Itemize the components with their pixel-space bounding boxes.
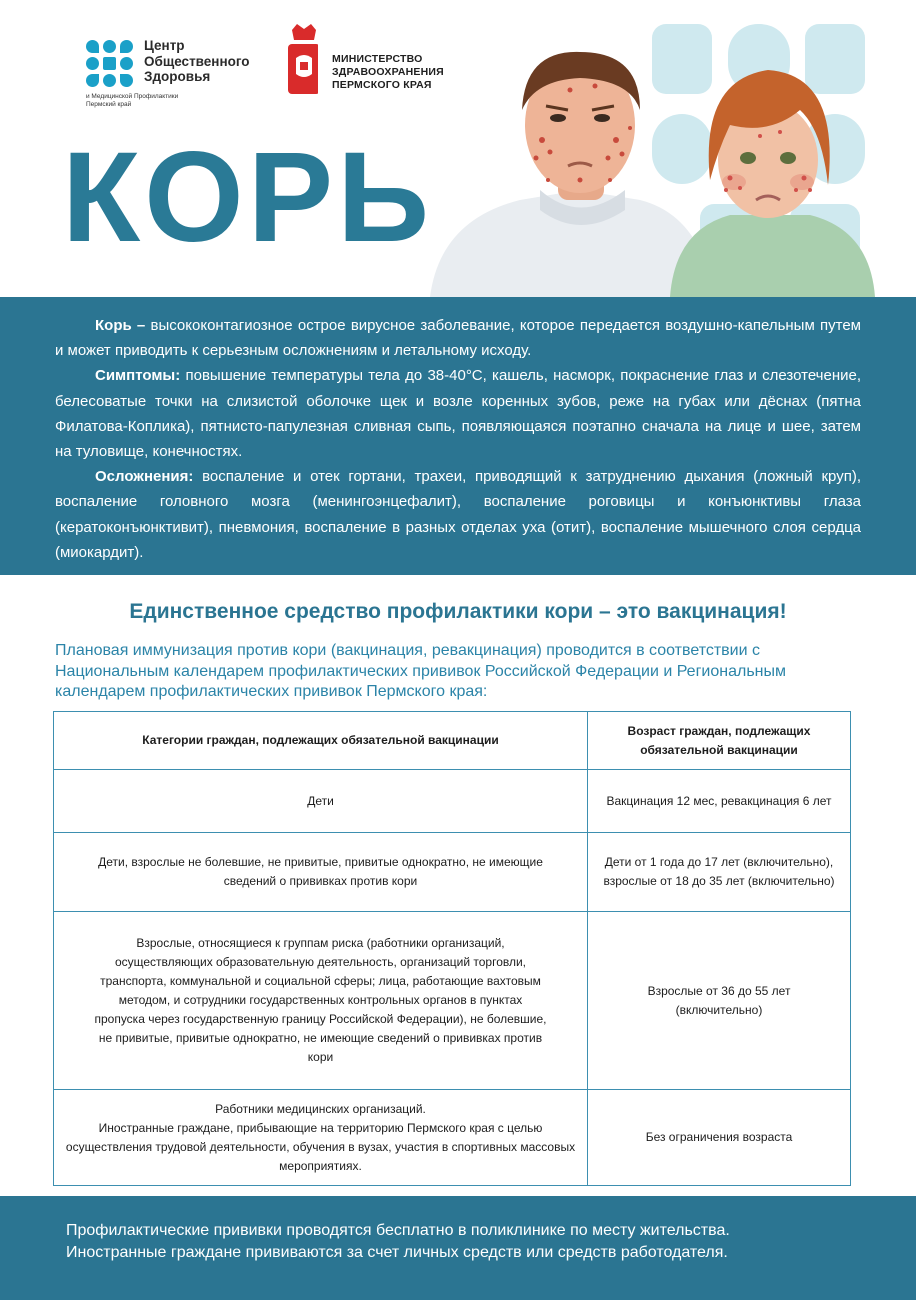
vaccination-table — [53, 711, 851, 1186]
cog-logo-mark-icon — [86, 40, 134, 88]
ministry-logo-text: МИНИСТЕРСТВО ЗДРАВООХРАНЕНИЯ ПЕРМСКОГО КРАЯ — [332, 53, 444, 91]
category-cell: Дети — [54, 770, 588, 833]
definition-text: высококонтагиозное острое вирусное заболевание, которое передается воздушно-капельным путем и может приводить к серьезным осложнениям и летальному исходу. — [55, 317, 861, 360]
category-line: Иностранные граждане, прибывающие на территорию Пермского края с целью осуществления трудовой деятельности, обучения в вузах, участия в спортивных массовых мероприятиях. — [65, 1120, 576, 1173]
category-cell: Взрослые, относящиеся к группам риска (работники организаций, осуществляющих образовательную деятельность, организаций торговли, транспорта, коммунальной и социальной сферы; лица, работающие вахтовым методом, и сотрудники государственных контрольных органов в пунктах пропуска через государственную границу Российской Федерации), не болевшие, не привитые, привитые однократно, не имеющие сведений о прививках против кори — [54, 912, 588, 1090]
header-age-cell: Возраст граждан, подлежащих обязательной вакцинации — [588, 712, 851, 770]
footer-line: Иностранные граждане прививаются за счет личных средств или средств работодателя. — [66, 1244, 728, 1261]
poster-title: КОРЬ — [62, 126, 434, 269]
poster-header — [0, 0, 916, 297]
complications-paragraph — [55, 464, 861, 565]
symptoms-paragraph — [55, 363, 861, 464]
perm-crest-icon — [278, 24, 318, 100]
complications-text: воспаление и отек гортани, трахеи, приводящий к затруднению дыхания (ложный круп), воспаление головного мозга (менингоэнцефалит), воспаление роговицы и конъюнктивы глаза (кератоконъюнктивит), пневмония, воспаление в разных отделах уха (отит), воспаление мышечного слоя сердца (миокардит). — [55, 468, 861, 561]
intro-section — [0, 297, 916, 575]
vaccination-heading: Единственное средство профилактики кори – это вакцинация! — [129, 600, 787, 623]
table-row — [54, 770, 851, 833]
category-cell — [54, 1090, 588, 1186]
symptoms-text: повышение температуры тела до 38-40°С, кашель, насморк, покраснение глаз и слезотечение, белесоватые точки на слизистой оболочке щек и возле коренных зубов, реже на губах или дёснах (пятна Филатова-Коплика), пятнисто-папулезная сливная сыпь, появляющаяся поэтапно сначала на лице и шее, затем на туловище, конечностях. — [55, 367, 861, 461]
header-category-cell: Категории граждан, подлежащих обязательной вакцинации — [54, 712, 588, 770]
age-cell: Взрослые от 36 до 55 лет (включительно) — [588, 912, 851, 1090]
footer-band — [0, 1196, 916, 1300]
table-row — [54, 1090, 851, 1186]
age-cell: Дети от 1 года до 17 лет (включительно), взрослые от 18 до 35 лет (включительно) — [588, 833, 851, 912]
age-cell: Вакцинация 12 мес, ревакцинация 6 лет — [588, 770, 851, 833]
patients-illustration — [430, 40, 890, 297]
table-row — [54, 912, 851, 1090]
table-header-row — [54, 712, 851, 770]
age-cell: Без ограничения возраста — [588, 1090, 851, 1186]
table-row — [54, 833, 851, 912]
complications-term: Осложнения: — [95, 468, 194, 486]
center-public-health-logo — [86, 38, 256, 118]
ministry-logo — [278, 24, 478, 104]
cog-logo-name: Центр Общественного Здоровья — [144, 38, 250, 84]
vaccination-lead: Плановая иммунизация против кори (вакцинация, ревакцинация) проводится в соответствии с Национальным календарем профилактических прививок Российской Федерации и Региональным календарем профилактических прививок Пермского края: — [55, 642, 786, 700]
symptoms-term: Симптомы: — [95, 367, 181, 385]
cog-logo-subtitle: и Медицинской Профилактики Пермский край — [86, 93, 179, 108]
definition-term: Корь – — [95, 317, 146, 334]
category-line: Работники медицинских организаций. — [215, 1101, 426, 1116]
category-cell: Дети, взрослые не болевшие, не привитые, привитые однократно, не имеющие сведений о прививках против кори — [54, 833, 588, 912]
footer-line: Профилактические прививки проводятся бесплатно в поликлинике по месту жительства. — [66, 1222, 730, 1239]
definition-paragraph — [55, 313, 861, 363]
